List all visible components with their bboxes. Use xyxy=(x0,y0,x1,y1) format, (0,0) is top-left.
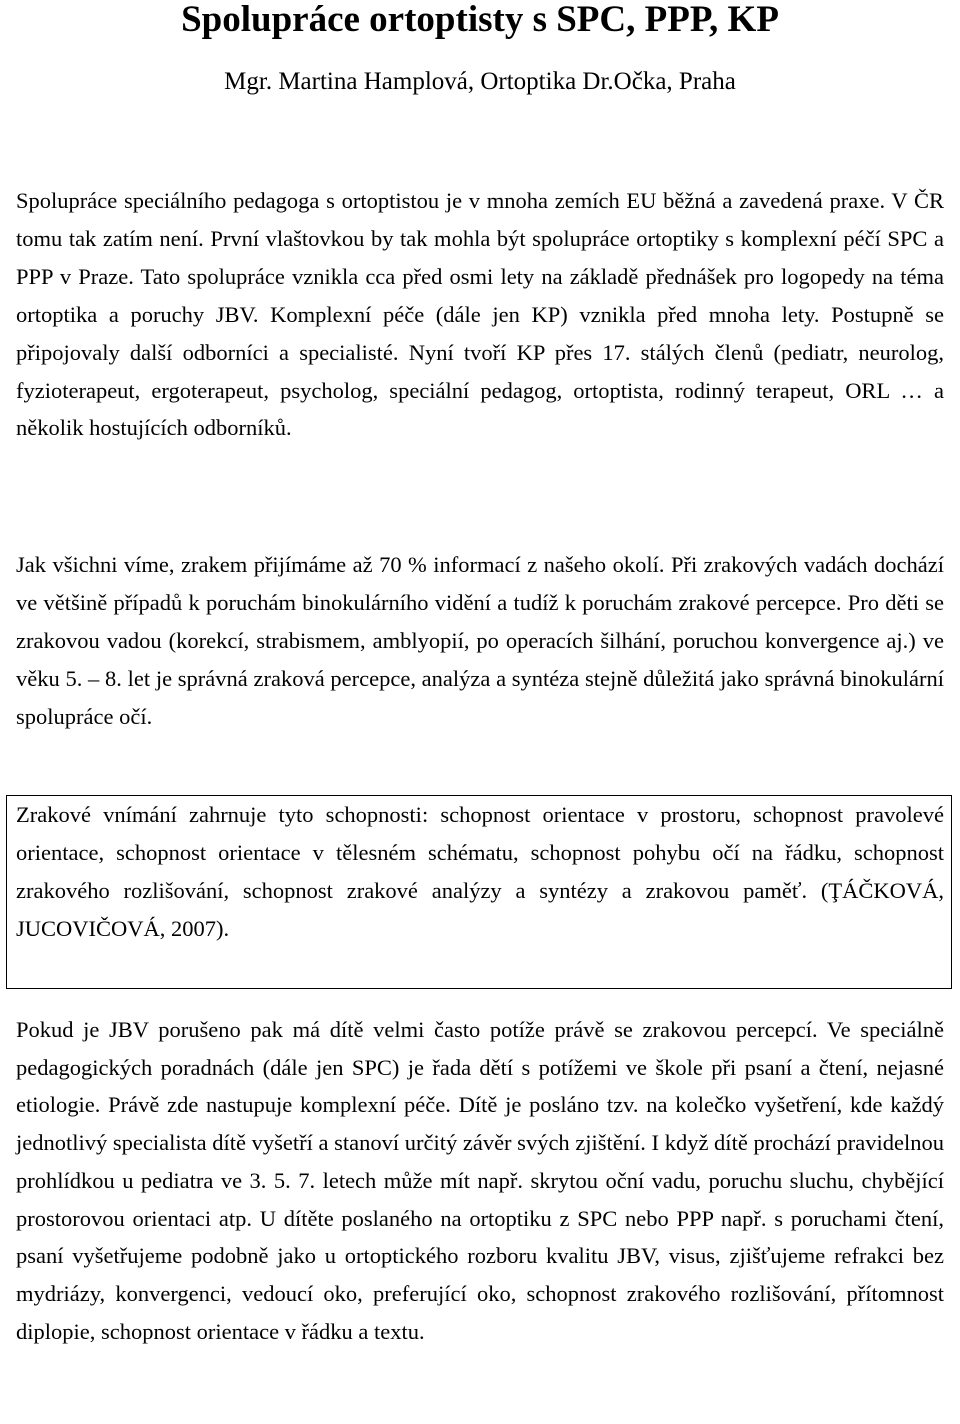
paragraph-care: Pokud je JBV porušeno pak má dítě velmi často potíže právě se zrakovou percepcí. Ve speciálně pedagogických poradnách (dále jen SPC) je řada dětí s potížemi ve škole při psaní a čtení, nejasné etiologie. Právě zde nastupuje komplexní péče. Dítě je posláno tzv. na kolečko vyšetření, kde každý jednotlivý specialista dítě vyšetří a stanoví určitý závěr svých zjištění. I když dítě prochází pravidelnou prohlídkou u pediatra ve 3. 5. 7. letech může mít např. skrytou oční vadu, poruchu sluchu, chybějící prostorovou orientaci atp. U dítěte poslaného na ortoptiku z SPC nebo PPP např. s poruchami čtení, psaní vyšetřujeme podobně jako u ortoptického rozboru kvalitu JBV, visus, zjišťujeme refrakci bez mydriázy, konvergenci, vedoucí oko, preferující oko, schopnost zrakového rozlišování, přítomnost diplopie, schopnost orientace v řádku a textu. xyxy=(16,1017,944,1344)
paragraph-vision: Jak všichni víme, zrakem přijímáme až 70 % informací z našeho okolí. Při zrakových vadách dochází ve většině případů k poruchám binokulárního vidění a tudíž k poruchám zrakové percepce. Pro děti se zrakovou vadou (korekcí, strabismem, amblyopií, po operacích šilhání, poruchou konvergence aj.) ve věku 5. – 8. let je správná zraková percepce, analýza a syntéza stejně důležitá jako správná binokulární spolupráce očí. xyxy=(16,552,944,729)
author-line: Mgr. Martina Hamplová, Ortoptika Dr.Očka, Praha xyxy=(224,68,736,95)
paragraph-boxed-quote: Zrakové vnímání zahrnuje tyto schopnosti: schopnost orientace v prostoru, schopnost pravolevé orientace, schopnost orientace v tělesném schématu, schopnost pohybu očí na řádku, schopnost zrakového rozlišování, schopnost zrakové analýzy a syntézy a zrakovou paměť. (ŢÁČKOVÁ, JUCOVIČOVÁ, 2007). xyxy=(16,802,944,941)
paragraph-intro: Spolupráce speciálního pedagoga s ortoptistou je v mnoha zemích EU běžná a zavedená praxe. V ČR tomu tak zatím není. První vlaštovkou by tak mohla být spolupráce ortoptiky s komplexní péčí SPC a PPP v Praze. Tato spolupráce vznikla cca před osmi lety na základě přednášek pro logopedy na téma ortoptika a poruchy JBV. Komplexní péče (dále jen KP) vznikla před mnoha lety. Postupně se připojovaly další odborníci a specialisté. Nyní tvoří KP přes 17. stálých členů (pediatr, neurolog, fyzioterapeut, ergoterapeut, psycholog, speciální pedagog, ortoptista, rodinný terapeut, ORL … a několik hostujících odborníků. xyxy=(16,188,944,441)
page-title: Spolupráce ortoptisty s SPC, PPP, KP xyxy=(181,0,779,40)
